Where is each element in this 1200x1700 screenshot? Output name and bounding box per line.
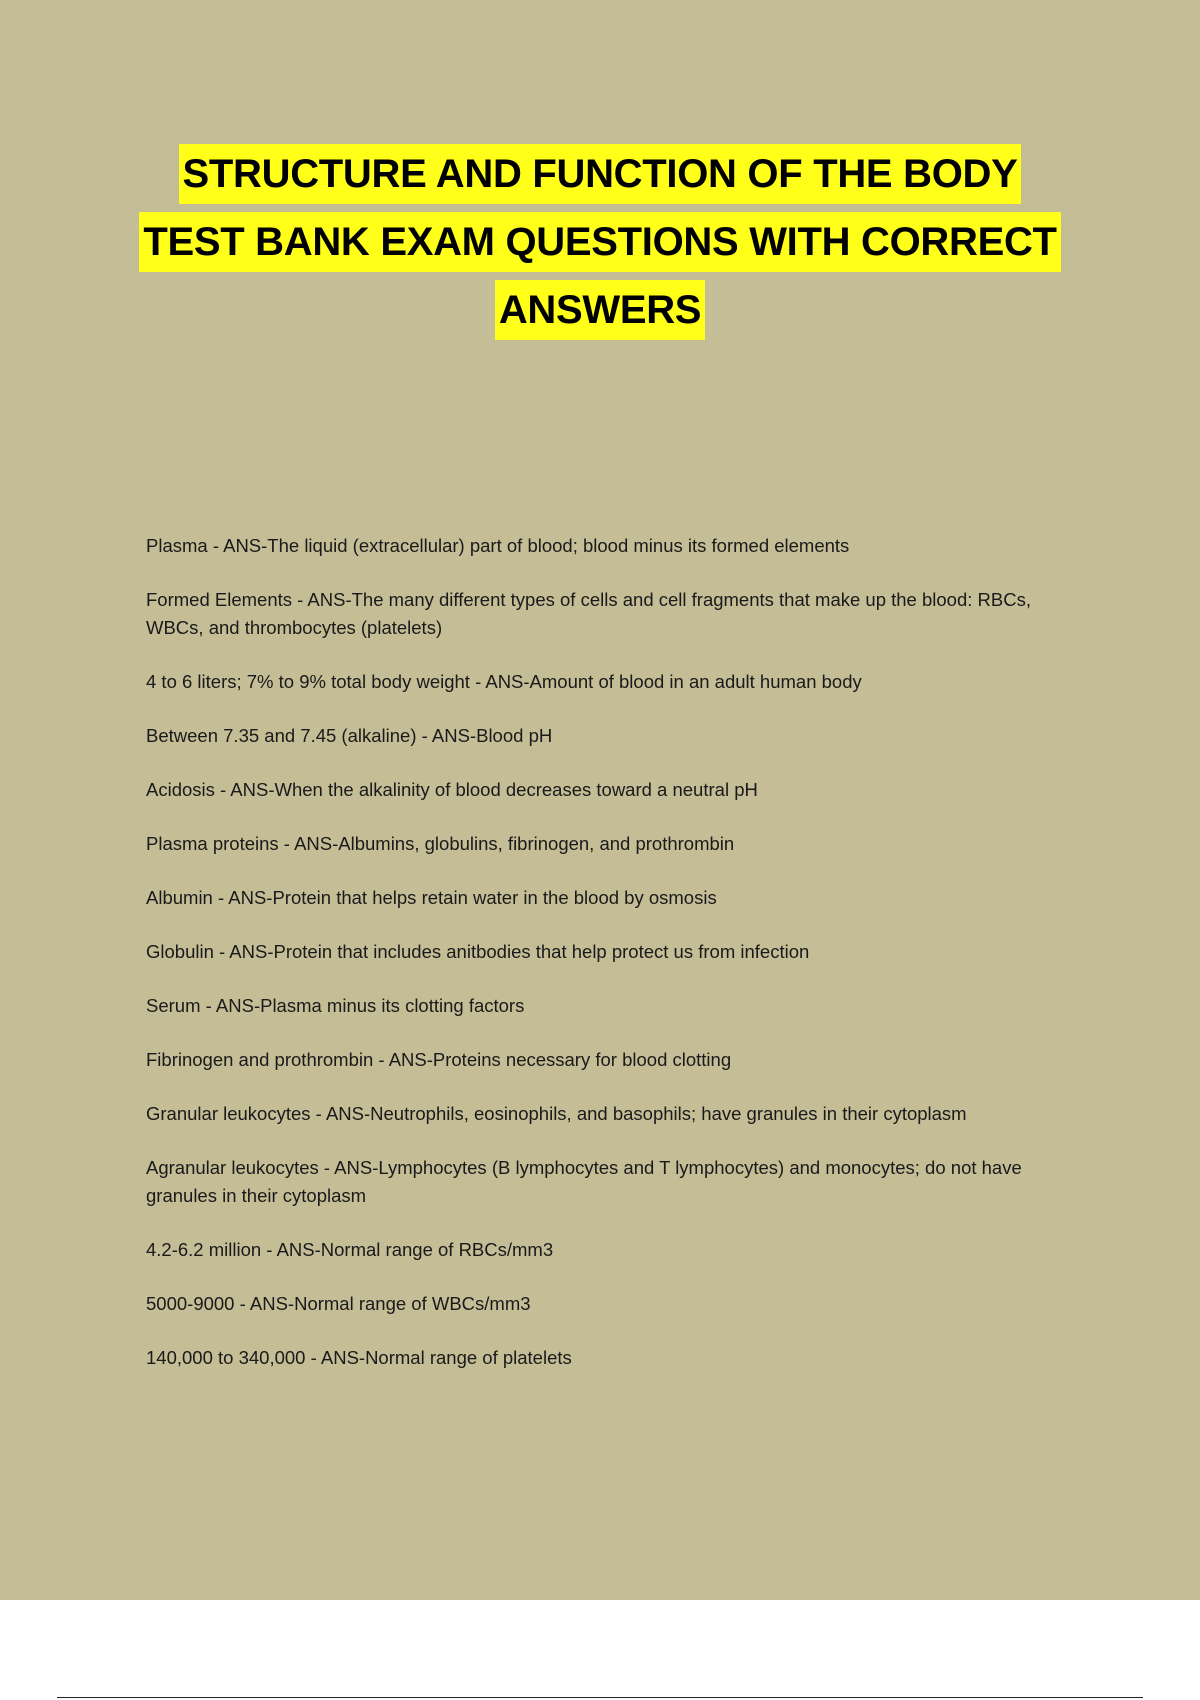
qa-entry: 4 to 6 liters; 7% to 9% total body weight - ANS-Amount of blood in an adult human body bbox=[146, 671, 862, 692]
document-title bbox=[0, 140, 1200, 344]
title-line-1: STRUCTURE AND FUNCTION OF THE BODY bbox=[179, 144, 1022, 204]
qa-entry: Agranular leukocytes - ANS-Lymphocytes (B lymphocytes and T lymphocytes) and monocytes; do not have granules in their cytoplasm bbox=[146, 1157, 1022, 1206]
qa-entry: Plasma - ANS-The liquid (extracellular) part of blood; blood minus its formed elements bbox=[146, 535, 850, 556]
qa-entry: Granular leukocytes - ANS-Neutrophils, eosinophils, and basophils; have granules in their cytoplasm bbox=[146, 1103, 967, 1124]
qa-entry: 4.2-6.2 million - ANS-Normal range of RBCs/mm3 bbox=[146, 1239, 554, 1260]
qa-entry: 140,000 to 340,000 - ANS-Normal range of platelets bbox=[146, 1347, 572, 1368]
title-line-2: TEST BANK EXAM QUESTIONS WITH CORRECT bbox=[139, 212, 1060, 272]
title-line-3: ANSWERS bbox=[495, 280, 705, 340]
qa-entry: Albumin - ANS-Protein that helps retain water in the blood by osmosis bbox=[146, 887, 717, 908]
qa-entry: Globulin - ANS-Protein that includes anitbodies that help protect us from infection bbox=[146, 941, 810, 962]
qa-entry: Fibrinogen and prothrombin - ANS-Proteins necessary for blood clotting bbox=[146, 1049, 732, 1070]
qa-entry: Serum - ANS-Plasma minus its clotting factors bbox=[146, 995, 525, 1016]
qa-entry: 5000-9000 - ANS-Normal range of WBCs/mm3 bbox=[146, 1293, 531, 1314]
qa-entry: Acidosis - ANS-When the alkalinity of blood decreases toward a neutral pH bbox=[146, 779, 758, 800]
qa-entry: Formed Elements - ANS-The many different types of cells and cell fragments that make up the blood: RBCs, WBCs, and thrombocytes (platelets) bbox=[146, 589, 1031, 638]
page-divider bbox=[57, 1697, 1143, 1698]
qa-list bbox=[146, 532, 1076, 1398]
qa-entry: Between 7.35 and 7.45 (alkaline) - ANS-Blood pH bbox=[146, 725, 553, 746]
qa-entry: Plasma proteins - ANS-Albumins, globulins, fibrinogen, and prothrombin bbox=[146, 833, 735, 854]
